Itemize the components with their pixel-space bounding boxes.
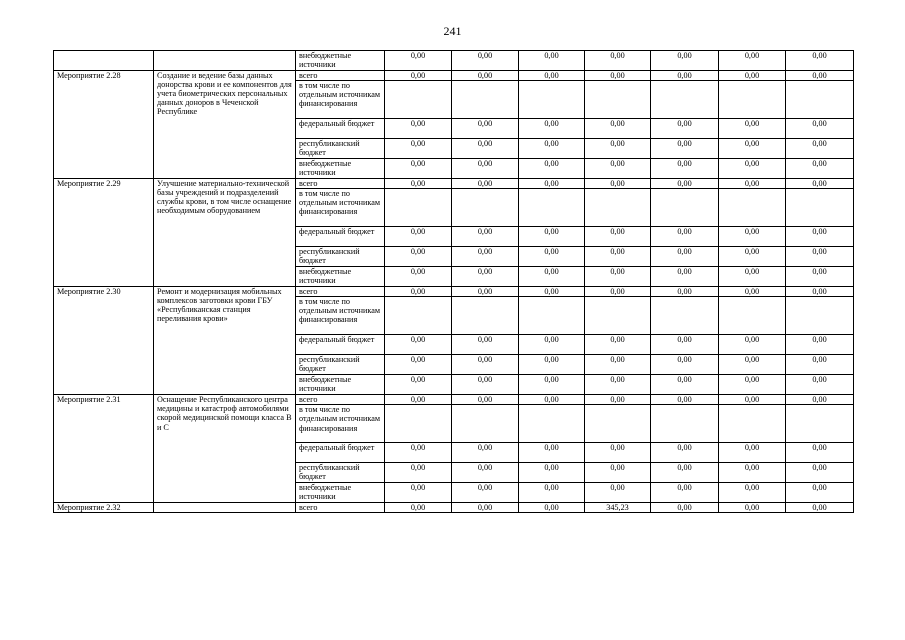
value-cell: 0,00 (719, 375, 786, 395)
value-cell: 0,00 (651, 267, 719, 287)
value-cell: 0,00 (585, 267, 651, 287)
value-cell: 0,00 (786, 463, 854, 483)
value-cell (519, 189, 585, 227)
value-cell: 0,00 (385, 227, 452, 247)
source-cell: федеральный бюджет (296, 443, 385, 463)
value-cell: 0,00 (786, 287, 854, 297)
value-cell: 0,00 (519, 71, 585, 81)
value-cell: 0,00 (786, 267, 854, 287)
source-cell: внебюджетные источники (296, 267, 385, 287)
value-cell: 0,00 (385, 483, 452, 503)
value-cell: 0,00 (719, 395, 786, 405)
value-cell: 0,00 (651, 375, 719, 395)
value-cell: 0,00 (585, 483, 651, 503)
value-cell: 0,00 (719, 247, 786, 267)
value-cell: 0,00 (452, 443, 519, 463)
value-cell: 0,00 (519, 287, 585, 297)
value-cell: 0,00 (385, 355, 452, 375)
value-cell (519, 81, 585, 119)
value-cell (452, 189, 519, 227)
value-cell: 0,00 (719, 51, 786, 71)
value-cell: 0,00 (585, 119, 651, 139)
value-cell: 0,00 (452, 355, 519, 375)
source-cell: внебюджетные источники (296, 159, 385, 179)
value-cell: 0,00 (452, 139, 519, 159)
value-cell: 0,00 (452, 119, 519, 139)
source-cell: в том числе по отдельным источникам финансирования (296, 189, 385, 227)
value-cell: 0,00 (651, 139, 719, 159)
source-cell: в том числе по отдельным источникам финансирования (296, 297, 385, 335)
source-cell: федеральный бюджет (296, 227, 385, 247)
source-cell: федеральный бюджет (296, 119, 385, 139)
page-number: 241 (443, 24, 462, 38)
value-cell: 0,00 (719, 139, 786, 159)
value-cell: 0,00 (385, 71, 452, 81)
value-cell: 0,00 (519, 179, 585, 189)
value-cell: 345,23 (585, 503, 651, 513)
value-cell: 0,00 (651, 483, 719, 503)
value-cell (385, 81, 452, 119)
value-cell: 0,00 (651, 159, 719, 179)
value-cell: 0,00 (719, 483, 786, 503)
measure-code-cell: Мероприятие 2.31 (54, 395, 154, 503)
value-cell: 0,00 (585, 443, 651, 463)
value-cell: 0,00 (651, 463, 719, 483)
source-cell: всего (296, 71, 385, 81)
measure-name-cell: Создание и ведение базы данных донорства крови и ее компонентов для учета биометрических персональных данных доноров в Чеченской Республике (154, 71, 296, 179)
value-cell: 0,00 (385, 139, 452, 159)
value-cell: 0,00 (452, 71, 519, 81)
source-cell: республиканский бюджет (296, 355, 385, 375)
source-cell: всего (296, 179, 385, 189)
value-cell: 0,00 (786, 119, 854, 139)
value-cell (585, 189, 651, 227)
value-cell: 0,00 (452, 179, 519, 189)
value-cell (786, 81, 854, 119)
value-cell: 0,00 (786, 71, 854, 81)
value-cell: 0,00 (786, 179, 854, 189)
value-cell: 0,00 (519, 503, 585, 513)
value-cell (452, 297, 519, 335)
value-cell: 0,00 (452, 247, 519, 267)
table-row (54, 71, 854, 81)
measure-name-cell: Ремонт и модернизация мобильных комплексов заготовки крови ГБУ «Республиканская станция переливания крови» (154, 287, 296, 395)
value-cell (786, 189, 854, 227)
value-cell: 0,00 (651, 287, 719, 297)
value-cell: 0,00 (585, 247, 651, 267)
value-cell: 0,00 (786, 159, 854, 179)
name-cell (154, 51, 296, 71)
value-cell: 0,00 (585, 139, 651, 159)
value-cell: 0,00 (452, 227, 519, 247)
budget-table (53, 50, 854, 513)
value-cell: 0,00 (719, 119, 786, 139)
value-cell: 0,00 (719, 443, 786, 463)
table-row (54, 395, 854, 405)
value-cell: 0,00 (519, 51, 585, 71)
value-cell: 0,00 (519, 267, 585, 287)
value-cell: 0,00 (519, 375, 585, 395)
budget-table-body (54, 51, 854, 513)
value-cell: 0,00 (585, 159, 651, 179)
measure-code-cell: Мероприятие 2.32 (54, 503, 154, 513)
measure-code-cell: Мероприятие 2.30 (54, 287, 154, 395)
value-cell (719, 189, 786, 227)
value-cell: 0,00 (385, 287, 452, 297)
source-cell: в том числе по отдельным источникам финансирования (296, 81, 385, 119)
value-cell: 0,00 (786, 139, 854, 159)
value-cell: 0,00 (786, 503, 854, 513)
value-cell: 0,00 (452, 483, 519, 503)
value-cell: 0,00 (585, 355, 651, 375)
value-cell: 0,00 (452, 267, 519, 287)
value-cell: 0,00 (651, 355, 719, 375)
value-cell: 0,00 (719, 355, 786, 375)
value-cell: 0,00 (719, 503, 786, 513)
measure-code-cell: Мероприятие 2.29 (54, 179, 154, 287)
value-cell: 0,00 (786, 51, 854, 71)
value-cell: 0,00 (519, 159, 585, 179)
value-cell (786, 297, 854, 335)
value-cell: 0,00 (719, 335, 786, 355)
source-cell: внебюджетные источники (296, 375, 385, 395)
value-cell (719, 405, 786, 443)
value-cell: 0,00 (651, 119, 719, 139)
value-cell: 0,00 (585, 335, 651, 355)
value-cell: 0,00 (385, 247, 452, 267)
value-cell: 0,00 (651, 503, 719, 513)
value-cell (651, 405, 719, 443)
value-cell: 0,00 (786, 335, 854, 355)
value-cell: 0,00 (519, 247, 585, 267)
value-cell: 0,00 (452, 395, 519, 405)
value-cell: 0,00 (519, 355, 585, 375)
value-cell: 0,00 (452, 463, 519, 483)
value-cell (786, 405, 854, 443)
value-cell (585, 81, 651, 119)
value-cell: 0,00 (385, 267, 452, 287)
value-cell: 0,00 (719, 179, 786, 189)
source-cell: республиканский бюджет (296, 139, 385, 159)
value-cell (585, 405, 651, 443)
value-cell: 0,00 (452, 375, 519, 395)
value-cell: 0,00 (786, 375, 854, 395)
value-cell: 0,00 (719, 463, 786, 483)
table-row (54, 503, 854, 513)
value-cell: 0,00 (719, 159, 786, 179)
value-cell: 0,00 (585, 179, 651, 189)
value-cell: 0,00 (452, 335, 519, 355)
source-cell: республиканский бюджет (296, 247, 385, 267)
value-cell: 0,00 (786, 227, 854, 247)
value-cell: 0,00 (519, 483, 585, 503)
value-cell: 0,00 (786, 395, 854, 405)
source-cell: внебюджетные источники (296, 483, 385, 503)
source-cell: всего (296, 503, 385, 513)
value-cell: 0,00 (585, 51, 651, 71)
table-row (54, 287, 854, 297)
measure-code-cell: Мероприятие 2.28 (54, 71, 154, 179)
value-cell: 0,00 (585, 395, 651, 405)
code-cell (54, 51, 154, 71)
source-cell: внебюджетные источники (296, 51, 385, 71)
value-cell (651, 297, 719, 335)
value-cell (585, 297, 651, 335)
table-row (54, 179, 854, 189)
value-cell: 0,00 (519, 443, 585, 463)
value-cell: 0,00 (585, 71, 651, 81)
value-cell: 0,00 (719, 71, 786, 81)
value-cell: 0,00 (719, 287, 786, 297)
value-cell (385, 297, 452, 335)
value-cell: 0,00 (651, 395, 719, 405)
table-row (54, 51, 854, 71)
value-cell: 0,00 (786, 443, 854, 463)
value-cell: 0,00 (385, 119, 452, 139)
value-cell (719, 297, 786, 335)
value-cell: 0,00 (385, 395, 452, 405)
value-cell (719, 81, 786, 119)
value-cell: 0,00 (585, 375, 651, 395)
value-cell: 0,00 (452, 159, 519, 179)
value-cell: 0,00 (385, 463, 452, 483)
value-cell: 0,00 (651, 71, 719, 81)
value-cell (651, 189, 719, 227)
measure-name-cell: Улучшение материально-технической базы учреждений и подразделений службы крови, в том числе оснащение необходимым оборудованием (154, 179, 296, 287)
value-cell: 0,00 (585, 287, 651, 297)
source-cell: всего (296, 395, 385, 405)
value-cell (452, 405, 519, 443)
value-cell: 0,00 (452, 503, 519, 513)
value-cell: 0,00 (519, 463, 585, 483)
value-cell: 0,00 (519, 119, 585, 139)
value-cell: 0,00 (719, 267, 786, 287)
value-cell (519, 297, 585, 335)
measure-name-cell (154, 503, 296, 513)
value-cell: 0,00 (651, 179, 719, 189)
value-cell: 0,00 (385, 443, 452, 463)
source-cell: в том числе по отдельным источникам финансирования (296, 405, 385, 443)
value-cell: 0,00 (385, 179, 452, 189)
source-cell: всего (296, 287, 385, 297)
value-cell (519, 405, 585, 443)
value-cell: 0,00 (651, 227, 719, 247)
value-cell (385, 405, 452, 443)
source-cell: федеральный бюджет (296, 335, 385, 355)
value-cell (651, 81, 719, 119)
value-cell: 0,00 (651, 51, 719, 71)
value-cell: 0,00 (519, 335, 585, 355)
value-cell: 0,00 (385, 51, 452, 71)
value-cell: 0,00 (719, 227, 786, 247)
value-cell: 0,00 (585, 463, 651, 483)
value-cell (385, 189, 452, 227)
value-cell: 0,00 (585, 227, 651, 247)
value-cell (452, 81, 519, 119)
value-cell: 0,00 (385, 335, 452, 355)
value-cell: 0,00 (786, 483, 854, 503)
value-cell: 0,00 (385, 503, 452, 513)
value-cell: 0,00 (519, 395, 585, 405)
value-cell: 0,00 (786, 247, 854, 267)
value-cell: 0,00 (385, 159, 452, 179)
value-cell: 0,00 (651, 247, 719, 267)
value-cell: 0,00 (651, 335, 719, 355)
measure-name-cell: Оснащение Республиканского центра медицины и катастроф автомобилями скорой медицинской помощи класса В и С (154, 395, 296, 503)
value-cell: 0,00 (452, 51, 519, 71)
value-cell: 0,00 (519, 227, 585, 247)
value-cell: 0,00 (385, 375, 452, 395)
value-cell: 0,00 (519, 139, 585, 159)
value-cell: 0,00 (651, 443, 719, 463)
value-cell: 0,00 (452, 287, 519, 297)
source-cell: республиканский бюджет (296, 463, 385, 483)
value-cell: 0,00 (786, 355, 854, 375)
